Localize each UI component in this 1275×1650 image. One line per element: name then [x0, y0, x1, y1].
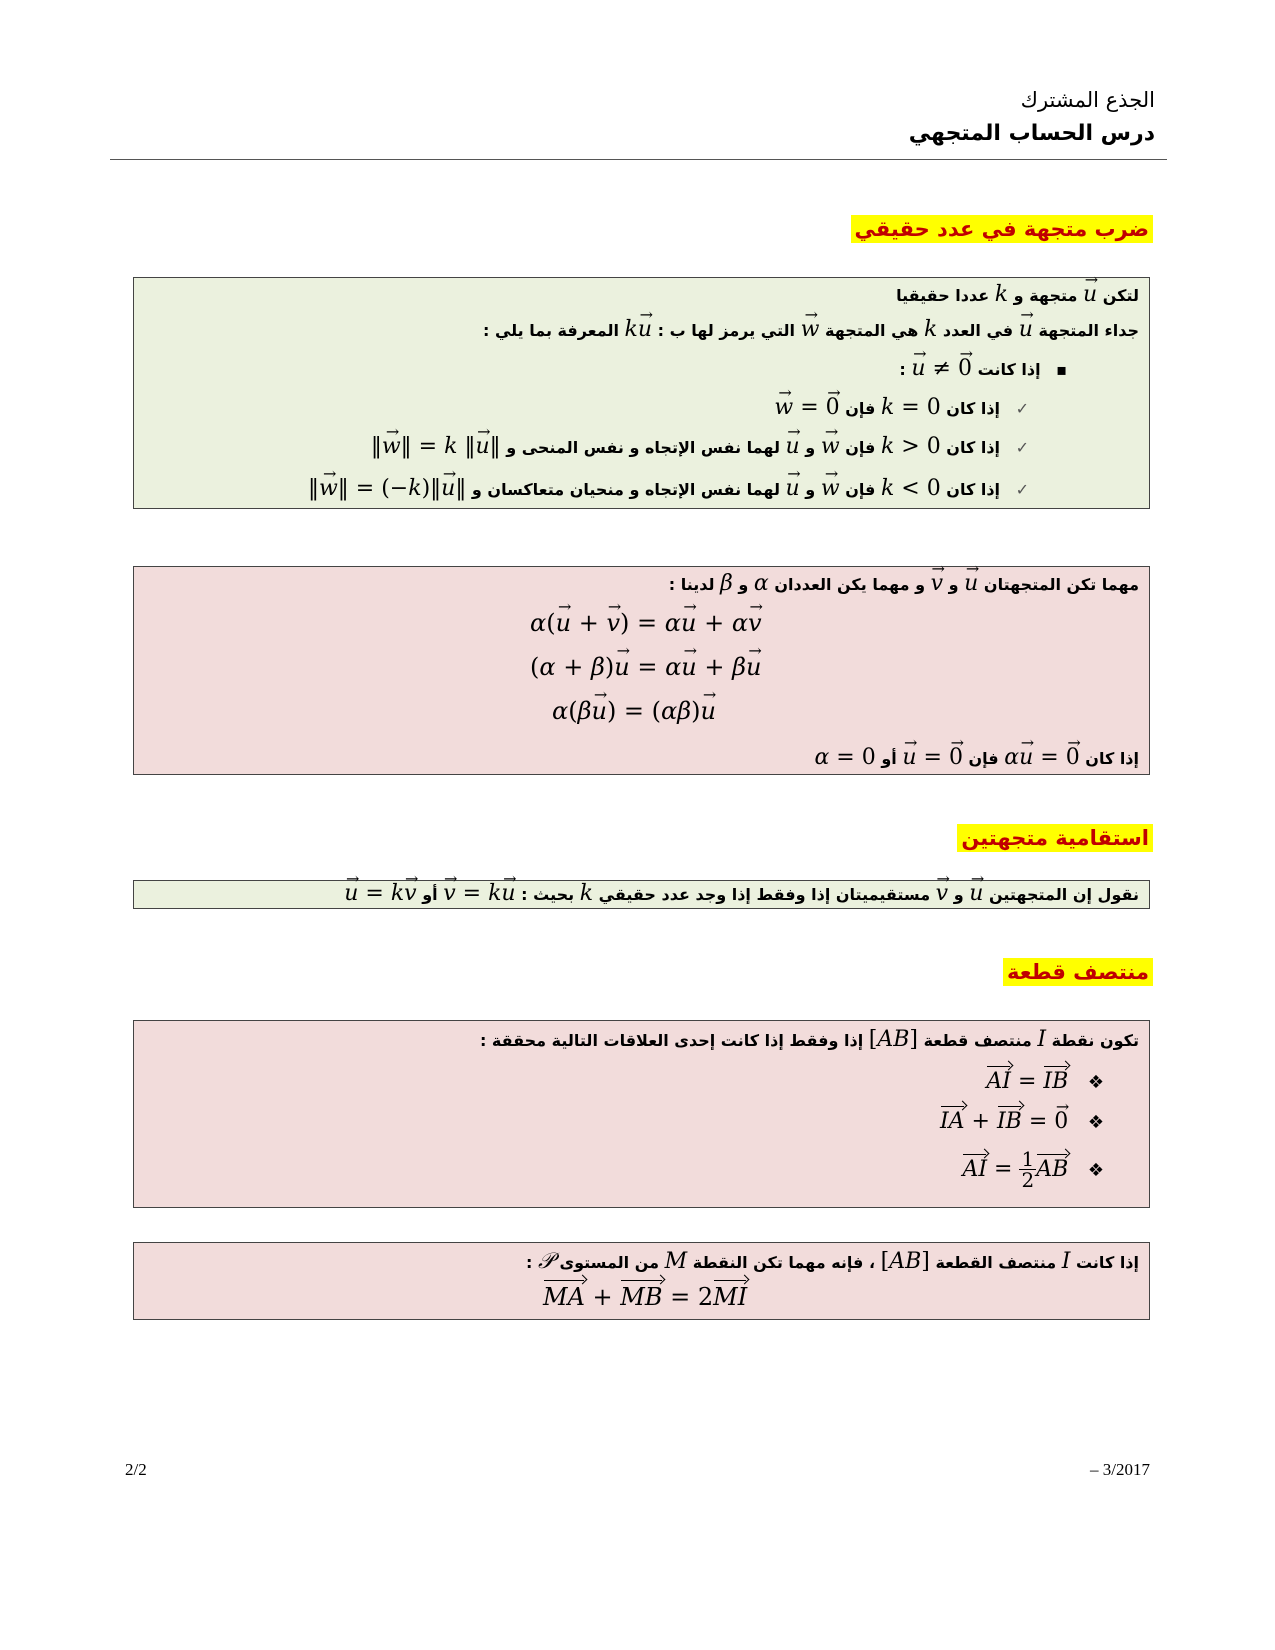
- case-k-zero: ✓ إذا كان k = 0 فإن → w = → 0: [774, 395, 1029, 420]
- page-number: 2/2: [125, 1460, 147, 1479]
- case-u-nonzero: ▪ إذا كانت → u ≠ → 0 :: [899, 356, 1067, 381]
- definition-box: [133, 277, 1150, 509]
- midpoint-definition: تكون نقطة I منتصف قطعة [AB] إذا وفقط إذا كانت إحدى العلاقات التالية محققة :: [479, 1027, 1139, 1052]
- checkmark-icon: ✓: [1015, 480, 1029, 499]
- case-k-negative: ✓ إذا كان k < 0 فإن → w و → u لهما نفس الإتجاه و منحيان متعاكسان و ‖→ w‖ = (−k)‖→ u‖: [308, 476, 1029, 501]
- diamond-bullet-icon: ❖: [1087, 1159, 1104, 1181]
- property-associative: α(β→ u) = (αβ)→ u: [552, 697, 716, 725]
- section-title-collinearity: استقامية متجهتين: [957, 824, 1153, 852]
- definition-line-1: لتكن → u متجهة و k عددا حقيقيا: [896, 282, 1139, 307]
- lesson-title: درس الحساب المتجهي: [908, 121, 1155, 146]
- collinearity-box: [133, 880, 1150, 909]
- diamond-bullet-icon: ❖: [1087, 1072, 1104, 1093]
- property-zero-product: إذا كان α→ u = → 0 فإن → u = → 0 أو α = 0: [814, 745, 1139, 770]
- property-distributive-vectors: α(→ u + → v) = α→ u + α→ v: [530, 609, 762, 637]
- property-distributive-scalars: (α + β)→ u = α→ u + β→ u: [530, 653, 761, 681]
- checkmark-icon: ✓: [1015, 438, 1029, 457]
- case-k-positive: ✓ إذا كان k > 0 فإن → w و → u لهما نفس الإتجاه و نفس المنحى و ‖→ w‖ = k ‖→ u‖: [371, 434, 1029, 459]
- square-bullet-icon: ▪: [1056, 360, 1067, 379]
- midpoint-relation-1: ❖ AI = IB: [986, 1069, 1104, 1094]
- properties-intro: مهما تكن المتجهتان → u و → v و مهما يكن العددان α و β لدينا :: [669, 571, 1139, 596]
- properties-box: [133, 566, 1150, 775]
- definition-line-2: جداء المتجهة → u في العدد k هي المتجهة → w التي يرمز لها ب : k→ u المعرفة بما يلي :: [483, 317, 1139, 342]
- midpoint-property-text: إذا كانت I منتصف القطعة [AB] ، فإنه مهما تكن النقطة M من المستوى 𝒫 :: [526, 1249, 1139, 1274]
- level-label: الجذع المشترك: [1020, 88, 1155, 112]
- section-title-scalar-multiplication: ضرب متجهة في عدد حقيقي: [851, 215, 1153, 243]
- header-divider: [110, 159, 1167, 160]
- midpoint-definition-box: [133, 1020, 1150, 1208]
- collinearity-definition: نقول إن المتجهتين → u و → v مستقيميتان إذا وفقط إذا وجد عدد حقيقي k بحيث : → v = k→ u أو → u = k→ v: [344, 881, 1139, 906]
- diamond-bullet-icon: ❖: [1087, 1112, 1104, 1133]
- midpoint-property-box: [133, 1242, 1150, 1320]
- checkmark-icon: ✓: [1015, 399, 1029, 418]
- midpoint-relation-3: ❖ AI = $\frac{1}{2}$ AB: [962, 1147, 1104, 1192]
- midpoint-relation-2: ❖ IA + IB = → 0: [940, 1109, 1104, 1134]
- footer-date: – 3/2017: [1090, 1460, 1150, 1479]
- midpoint-property-equation: MA + MB = 2MI: [543, 1283, 748, 1311]
- section-title-midpoint: منتصف قطعة: [1003, 958, 1153, 986]
